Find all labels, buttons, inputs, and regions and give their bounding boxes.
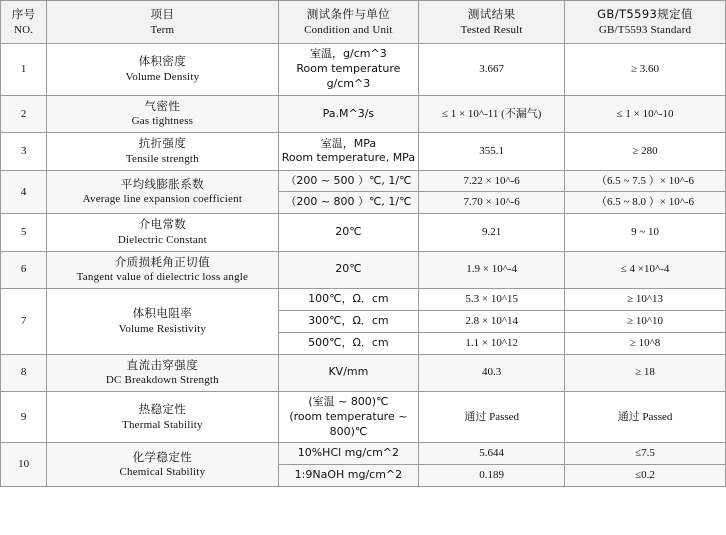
row-result: 9.21 [419,214,565,251]
row-item [47,289,278,355]
row-standard: ≤ 1 × 10^-10 [565,95,726,132]
row-result: 0.189 [419,465,565,487]
row-result: 1.9 × 10^-4 [419,251,565,288]
row-item-cn: 直流击穿强度 [126,357,199,372]
header-cell-standard [565,1,726,44]
table-row [1,44,726,96]
row-item [47,170,278,214]
table-row [1,133,726,170]
row-standard: ≥ 10^13 [565,289,726,311]
row-number: 5 [1,214,47,251]
header-condition-en: Condition and Unit [304,23,393,36]
table-row [1,251,726,288]
header-no-cn: 序号 [11,7,36,21]
row-condition: 10%HCl mg/cm^2 [278,443,419,465]
row-item-cn: 体积电阻率 [132,306,193,321]
header-item-en: Term [150,23,175,36]
row-standard: ≤0.2 [565,465,726,487]
row-number: 9 [1,391,47,443]
row-standard: ≤7.5 [565,443,726,465]
header-cell-result [419,1,565,44]
row-item [47,354,278,391]
row-item-en: Volume Resistivity [118,322,207,335]
row-result: 7.22 × 10^-6 [419,170,565,192]
row-item-en: Thermal Stability [122,418,203,431]
row-result: 通过 Passed [419,391,565,443]
row-condition: 20℃ [278,251,419,288]
row-standard: （6.5 ~ 7.5 ）× 10^-6 [565,170,726,192]
row-item-cn: 平均线膨胀系数 [120,176,205,191]
row-item-en: Average line expansion coefficient [82,193,243,206]
table-row [1,95,726,132]
row-result: 355.1 [419,133,565,170]
row-item-cn: 抗折强度 [138,136,187,151]
row-condition: （200 ~ 500 ）℃, 1/℃ [278,170,419,192]
row-condition: 室温，MPa Room temperature, MPa [278,133,419,170]
row-condition: 20℃ [278,214,419,251]
row-item [47,391,278,443]
row-standard: ≥ 3.60 [565,44,726,96]
row-item-cn: 介电常数 [138,217,187,232]
row-item [47,44,278,96]
header-condition-cn: 测试条件与单位 [306,7,391,21]
header-item-cn: 项目 [150,7,175,21]
table-body [1,44,726,487]
row-result: 3.667 [419,44,565,96]
row-standard: （6.5 ~ 8.0 ）× 10^-6 [565,192,726,214]
row-condition: (室温 ~ 800)℃ (room temperature ~ 800)℃ [278,391,419,443]
row-number: 7 [1,289,47,355]
row-item [47,133,278,170]
header-result-en: Tested Result [460,23,523,36]
row-result: 7.70 × 10^-6 [419,192,565,214]
row-result: 5.3 × 10^15 [419,289,565,311]
row-number: 4 [1,170,47,214]
table-row [1,214,726,251]
row-standard: ≥ 280 [565,133,726,170]
row-result: 40.3 [419,354,565,391]
table-row [1,443,726,465]
row-number: 3 [1,133,47,170]
row-condition: Pa.M^3/s [278,95,419,132]
row-result: 2.8 × 10^14 [419,310,565,332]
row-number: 8 [1,354,47,391]
row-condition: 1:9NaOH mg/cm^2 [278,465,419,487]
row-condition: 100℃，Ω．cm [278,289,419,311]
row-condition: 300℃，Ω．cm [278,310,419,332]
row-number: 10 [1,443,47,487]
row-standard: ≤ 4 ×10^-4 [565,251,726,288]
row-item-en: DC Breakdown Strength [105,374,219,387]
row-item-en: Tensile strength [125,152,199,165]
row-condition: 室温，g/cm^3 Room temperature g/cm^3 [278,44,419,96]
row-item-cn: 介质损耗角正切值 [114,254,210,269]
row-standard: ≥ 10^8 [565,332,726,354]
row-item-cn: 气密性 [144,98,181,113]
table-header-row [1,1,726,44]
row-condition: KV/mm [278,354,419,391]
row-item-cn: 化学稳定性 [132,449,193,464]
row-number: 1 [1,44,47,96]
row-number: 2 [1,95,47,132]
header-cell-condition [278,1,419,44]
table-row [1,391,726,443]
table-row [1,354,726,391]
row-condition: （200 ~ 800 ）℃, 1/℃ [278,192,419,214]
row-item-cn: 热稳定性 [138,401,187,416]
row-standard: 9 ~ 10 [565,214,726,251]
header-result-cn: 测试结果 [467,7,516,21]
row-item-cn: 体积密度 [138,54,187,69]
row-result: 1.1 × 10^12 [419,332,565,354]
row-item-en: Gas tightness [131,115,194,128]
row-result: ≤ 1 × 10^-11 (不漏气) [419,95,565,132]
table-row [1,170,726,192]
row-condition: 500℃，Ω．cm [278,332,419,354]
row-standard: 通过 Passed [565,391,726,443]
row-item [47,95,278,132]
row-standard: ≥ 10^10 [565,310,726,332]
header-no-en: NO. [14,23,34,36]
row-number: 6 [1,251,47,288]
header-cell-no [1,1,47,44]
row-item [47,443,278,487]
row-item-en: Volume Density [125,70,200,83]
row-standard: ≥ 18 [565,354,726,391]
row-item [47,214,278,251]
row-item-en: Tangent value of dielectric loss angle [76,271,249,284]
row-result: 5.644 [419,443,565,465]
row-item [47,251,278,288]
table-row [1,289,726,311]
header-standard-en: GB/T5593 Standard [598,23,692,36]
header-cell-item [47,1,278,44]
header-standard-cn: GB/T5593规定值 [597,7,693,21]
row-item-en: Dielectric Constant [117,233,207,246]
row-item-en: Chemical Stability [119,466,206,479]
